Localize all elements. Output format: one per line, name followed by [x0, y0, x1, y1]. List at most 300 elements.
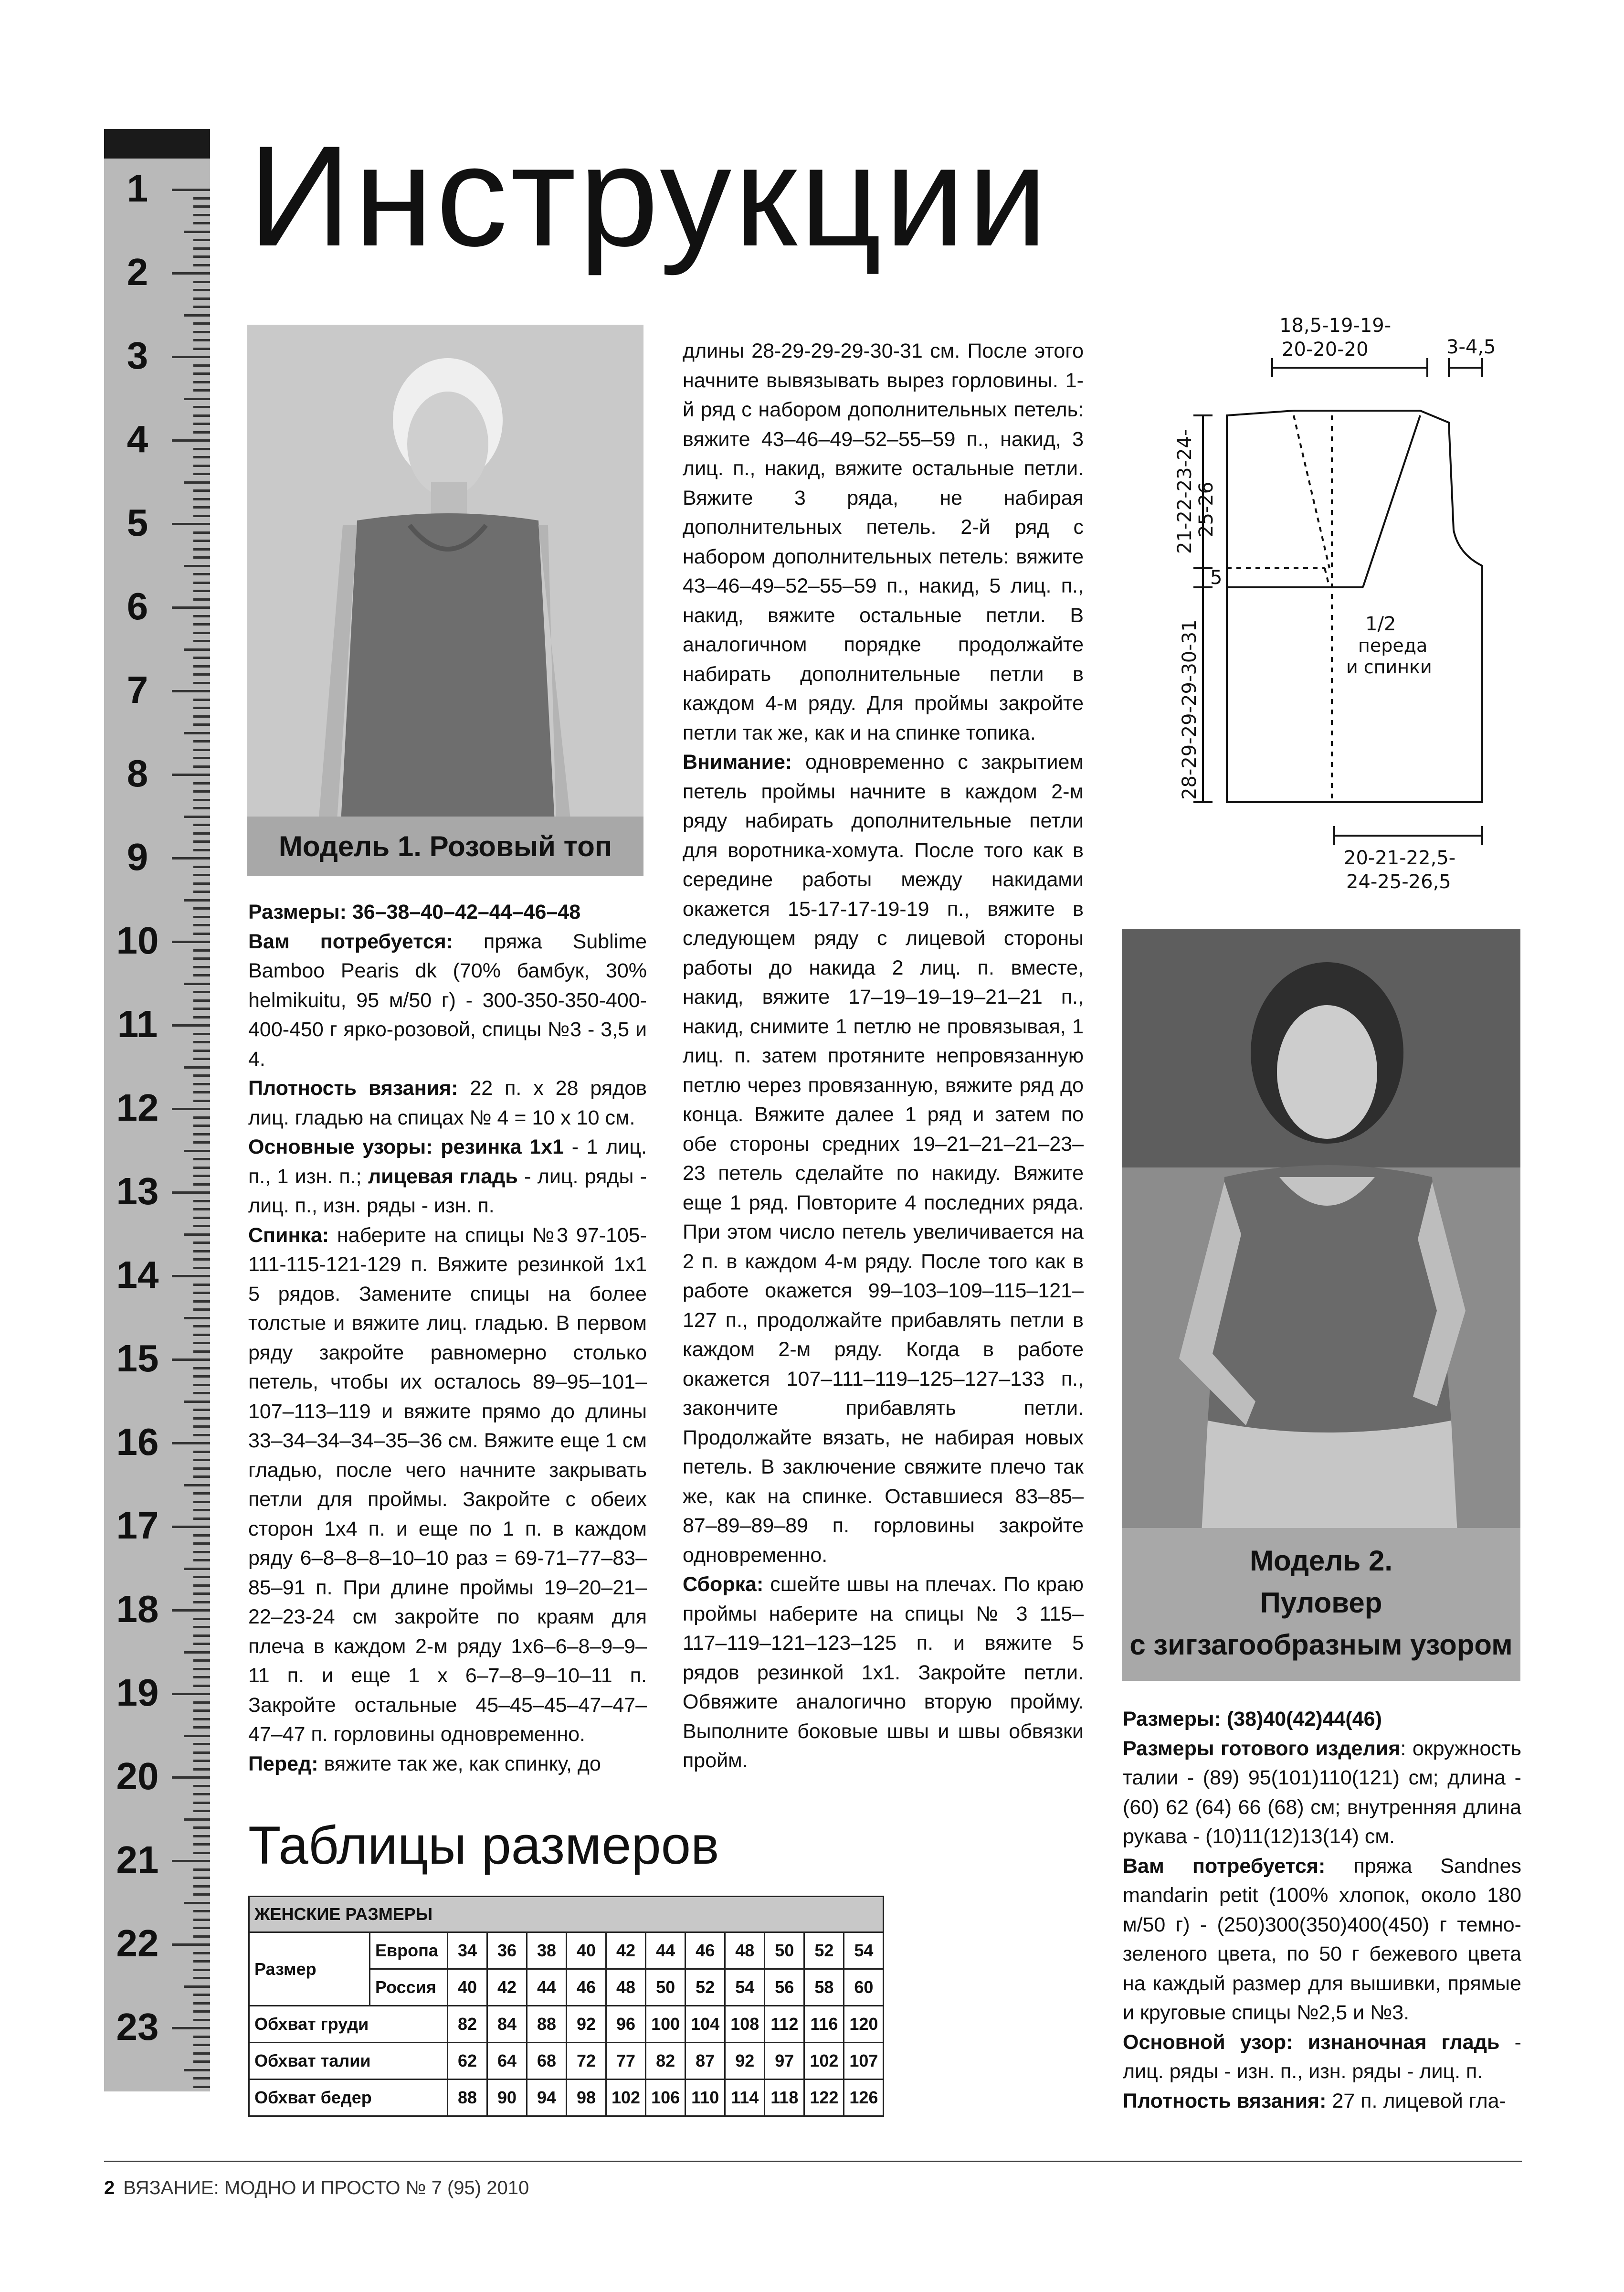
ruler-tick — [172, 1108, 210, 1110]
ruler-tick — [193, 2077, 210, 2080]
ruler-tick — [193, 531, 210, 534]
ruler-tick — [193, 289, 210, 291]
ruler-number: 13 — [116, 1170, 159, 1212]
ruler-tick — [193, 1141, 210, 1144]
ruler-tick — [193, 623, 210, 626]
model2-density-text: 27 п. лицевой гла- — [1326, 2089, 1506, 2112]
ruler-tick — [193, 1074, 210, 1077]
ruler-tick — [172, 439, 210, 442]
neckline-edge — [1363, 415, 1420, 587]
ruler-tick — [193, 874, 210, 876]
ruler-tick — [193, 2002, 210, 2005]
model2-caption — [1122, 1540, 1520, 1666]
ruler-tick — [184, 816, 210, 818]
ruler-tick — [193, 1551, 210, 1553]
ruler-tick — [193, 632, 210, 634]
ruler-tick — [193, 381, 210, 383]
column-3 — [1123, 1705, 1521, 2116]
patterns-text: - 1 лиц. п., 1 изн. п.; — [248, 1135, 647, 1188]
ruler-tick — [193, 1584, 210, 1587]
ruler-tick — [172, 1776, 210, 1779]
armhole-height-label-2: 25-26 — [1195, 481, 1217, 537]
ruler-tick — [193, 465, 210, 467]
ruler-tick — [193, 1592, 210, 1595]
column-1 — [248, 898, 647, 1779]
ruler-tick — [193, 615, 210, 617]
ruler-tick — [172, 1442, 210, 1444]
shoulder-label: 3-4,5 — [1446, 336, 1496, 358]
ruler-tick — [193, 1768, 210, 1771]
ruler-tick — [172, 941, 210, 943]
ruler-tick — [193, 1969, 210, 1971]
ruler-number: 10 — [116, 919, 159, 962]
ruler-tick — [172, 1275, 210, 1277]
ruler-number: 9 — [127, 836, 148, 878]
ruler-tick — [193, 1284, 210, 1286]
table-cell: 118 — [765, 2080, 804, 2116]
ruler-tick — [193, 790, 210, 793]
ruler-number: 4 — [127, 418, 148, 460]
ruler-tick — [193, 1050, 210, 1052]
ruler-tick — [193, 974, 210, 976]
ruler-tick — [193, 1785, 210, 1787]
ruler-tick — [172, 1024, 210, 1027]
ruler-tick — [193, 1743, 210, 1745]
ruler-tick — [193, 1501, 210, 1503]
ruler-tick — [193, 406, 210, 408]
ruler-tick — [193, 866, 210, 868]
ruler-tick — [193, 1334, 210, 1336]
ruler-tick — [193, 924, 210, 926]
ruler-tick — [193, 1893, 210, 1896]
ruler-tick — [184, 1317, 210, 1319]
ruler-tick — [172, 1526, 210, 1528]
ruler-tick — [193, 1810, 210, 1812]
ruler-tick — [193, 1208, 210, 1210]
ruler-tick — [184, 1233, 210, 1236]
neck-drop-label: 5 — [1210, 567, 1223, 589]
table-cell: 108 — [725, 2006, 765, 2043]
assembly-label: Сборка: — [683, 1573, 764, 1596]
ruler-tick — [193, 1459, 210, 1461]
ruler-tick — [193, 1392, 210, 1394]
table-cell: 96 — [606, 2006, 646, 2043]
ruler-tick — [193, 1868, 210, 1871]
sizes-label: Размеры: 36–38–40–42–44–46–48 — [248, 901, 581, 923]
ruler-tick — [193, 1016, 210, 1019]
ruler-tick — [193, 239, 210, 241]
ruler-number: 20 — [116, 1755, 159, 1797]
ruler-tick — [193, 1217, 210, 1219]
bottom-width-label: 20-21-22,5- — [1344, 847, 1456, 869]
ruler-number: 15 — [116, 1337, 159, 1379]
ruler-tick — [193, 431, 210, 434]
front-text: вяжите так же, как спинку, до — [318, 1752, 601, 1775]
ruler-tick — [184, 1818, 210, 1821]
knitting-schematic — [1165, 306, 1528, 902]
ruler-tick — [193, 2052, 210, 2055]
ruler-tick — [172, 857, 210, 860]
table-cell: 92 — [725, 2043, 765, 2080]
ruler-tick — [193, 1910, 210, 1912]
ruler-number: 3 — [127, 334, 148, 377]
model1-photo — [247, 325, 643, 876]
density-text: 22 п. x 28 рядов лиц. гладью на спицах № 4 = 10 x 10 см. — [248, 1077, 647, 1129]
ruler-tick — [172, 356, 210, 358]
ruler-tick — [193, 1643, 210, 1645]
ruler-tick — [193, 506, 210, 509]
ruler-tick — [193, 1618, 210, 1620]
ruler-tick — [184, 983, 210, 985]
table-cell: 52 — [804, 1932, 844, 1969]
ruler-tick — [193, 740, 210, 743]
table-cell: 114 — [725, 2080, 765, 2116]
ruler-tick — [193, 1451, 210, 1453]
table-cell: 56 — [765, 1969, 804, 2006]
ruler-tick — [193, 1325, 210, 1327]
back-label: Спинка: — [248, 1223, 329, 1247]
stockinette-label: лицевая гладь — [368, 1165, 518, 1188]
ruler-tick — [184, 1150, 210, 1152]
footer-rule — [104, 2161, 1522, 2162]
ruler-tick — [193, 540, 210, 542]
table-cell: 122 — [804, 2080, 844, 2116]
ruler-tick — [193, 1492, 210, 1495]
ruler-tick — [193, 1250, 210, 1252]
model2-density-label: Плотность вязания: — [1123, 2089, 1327, 2112]
table-cell: 102 — [804, 2043, 844, 2080]
table-row — [249, 1932, 884, 1969]
ruler-tick — [184, 2069, 210, 2071]
ruler-tick — [193, 2086, 210, 2088]
table-cell: Европа — [370, 1932, 448, 1969]
table-cell: 88 — [448, 2080, 487, 2116]
materials-text: пряжа Sublime Bamboo Pearis dk (70% бамбук, 30% helmikuitu, 95 м/50 г) - 300-350-350-400-400-450 г ярко-розовой, спицы №3 - 3,5 и 4. — [248, 930, 647, 1071]
ruler-tick — [193, 907, 210, 910]
ruler-tick — [184, 1066, 210, 1069]
ruler-tick — [193, 1133, 210, 1135]
table-cell: 97 — [765, 2043, 804, 2080]
ruler-number: 21 — [116, 1838, 159, 1881]
ruler-tick — [193, 322, 210, 325]
ruler-tick — [193, 1668, 210, 1670]
table-cell: 104 — [685, 2006, 725, 2043]
table-cell: 34 — [448, 1932, 487, 1969]
ruler-tick — [193, 1033, 210, 1035]
half-label-3: и спинки — [1346, 657, 1432, 678]
ruler-tick — [172, 1609, 210, 1612]
body-length-label: 28-29-29-29-30-31 — [1179, 619, 1201, 800]
table-cell: 94 — [527, 2080, 567, 2116]
ruler-tick — [172, 523, 210, 525]
ruler-tick — [193, 1626, 210, 1628]
ruler-tick — [193, 1517, 210, 1520]
ruler-tick — [193, 548, 210, 551]
table-cell: 107 — [844, 2043, 884, 2080]
ruler-tick — [193, 966, 210, 968]
ruler-tick — [172, 272, 210, 275]
top-width-label: 18,5-19-19- — [1279, 315, 1392, 337]
finished-sizes-label: Размеры готового изделия — [1123, 1737, 1401, 1760]
ruler-tick — [193, 1258, 210, 1261]
ruler-tick — [193, 2044, 210, 2046]
ruler-tick — [193, 749, 210, 751]
table-cell: 58 — [804, 1969, 844, 2006]
back-neck-line — [1294, 415, 1329, 568]
table-cell: 92 — [567, 2006, 606, 2043]
table-cell: 116 — [804, 2006, 844, 2043]
table-cell: Россия — [370, 1969, 448, 2006]
ruler-tick — [193, 1292, 210, 1294]
ruler-tick — [184, 314, 210, 317]
table-cell: 64 — [487, 2043, 527, 2080]
ruler-tick — [193, 1709, 210, 1712]
table-cell: 98 — [567, 2080, 606, 2116]
ruler-tick — [193, 1225, 210, 1227]
ruler-tick — [193, 306, 210, 308]
table-cell: 90 — [487, 2080, 527, 2116]
table-cell: 42 — [487, 1969, 527, 2006]
ruler-tick — [193, 1659, 210, 1662]
ruler-tick — [193, 723, 210, 726]
model2-photo — [1122, 929, 1520, 1681]
ruler-tick — [193, 1835, 210, 1837]
patterns-label: Основные узоры: резинка 1x1 — [248, 1135, 564, 1158]
table-cell: 48 — [725, 1932, 765, 1969]
model2-caption-line-1: Модель 2. — [1249, 1545, 1392, 1577]
ruler-tick — [193, 1417, 210, 1420]
ruler-tick — [193, 673, 210, 676]
ruler-tick — [193, 799, 210, 801]
ruler-tick — [184, 1484, 210, 1486]
ruler-cap — [104, 129, 210, 159]
table-row — [249, 2006, 884, 2043]
ruler-tick — [193, 1576, 210, 1578]
table-cell: 42 — [606, 1932, 646, 1969]
ruler-tick — [193, 1467, 210, 1470]
model2-materials-label: Вам потребуется: — [1123, 1854, 1326, 1878]
ruler-tick — [193, 473, 210, 475]
ruler-tick — [172, 1358, 210, 1361]
main-pattern-text: - лиц. ряды - изн. п., изн. ряды - лиц. п. — [1123, 2030, 1521, 2083]
ruler-tick — [193, 2036, 210, 2038]
ruler-tick — [193, 1308, 210, 1311]
ruler-tick — [172, 1943, 210, 1946]
ruler-tick — [193, 1935, 210, 1938]
footer — [104, 2177, 529, 2199]
half-label: 1/2 — [1365, 613, 1396, 635]
ruler-tick — [193, 2019, 210, 2021]
ruler-tick — [193, 824, 210, 826]
ruler-tick — [184, 565, 210, 567]
ruler-tick — [193, 757, 210, 759]
ruler-tick — [193, 1559, 210, 1561]
ruler-tick — [193, 205, 210, 208]
ruler-tick — [193, 339, 210, 341]
ruler-tick — [193, 657, 210, 659]
ruler-tick — [193, 1877, 210, 1879]
table-cell: 48 — [606, 1969, 646, 2006]
table-cell: 54 — [725, 1969, 765, 2006]
ruler-tick — [193, 1091, 210, 1093]
density-label: Плотность вязания: — [248, 1077, 458, 1100]
back-text: наберите на спицы №3 97-105-111-115-121-129 п. Вяжите резинкой 1x1 5 рядов. Замените спицы на более толстые и вяжите лиц. гладью. В первом ряду закройте равномерно столько петель, чтобы их осталось 89–95–101–107–113–119 и вяжите прямо до длины 33–34–34–34–35–36 см. Вяжите еще 1 см гладью, после чего начните закрывать петли для проймы. Закройте с обеих сторон 1x4 п. и еще по 1 п. в каждом ряду 6–8–8–8–10–10 раз = 69-71–77–83–85–91 п. При длине проймы 19–20–21–22–23-24 см закройте по краям для плеча в каждом 2-м ряду 1x6–6–8–9–9–11 п. и еще 1 x 6–7–8–9–10–11 п. Закройте остальные 45–45–45–47–47–47–47 п. горловины одновременно. — [248, 1223, 647, 1746]
ruler-tick — [193, 222, 210, 224]
ruler-number: 17 — [116, 1504, 159, 1547]
ruler-tick — [193, 1409, 210, 1411]
ruler-tick — [193, 1425, 210, 1428]
table-cell: Обхват талии — [249, 2043, 448, 2080]
ruler-tick — [172, 774, 210, 776]
ruler-tick — [172, 1693, 210, 1695]
ruler-number: 12 — [116, 1086, 159, 1129]
measuring-ruler — [104, 129, 210, 2091]
ruler-tick — [193, 1058, 210, 1060]
table-cell: 68 — [527, 2043, 567, 2080]
table-cell: 54 — [844, 1932, 884, 1969]
ruler-tick — [193, 423, 210, 425]
ruler-tick — [193, 573, 210, 575]
ruler-tick — [193, 1726, 210, 1729]
ruler-tick — [193, 699, 210, 701]
ruler-tick — [193, 247, 210, 250]
ruler-tick — [193, 1826, 210, 1829]
ruler-tick — [193, 1167, 210, 1169]
ruler-tick — [184, 1401, 210, 1403]
column-2 — [683, 337, 1084, 1776]
ruler-tick — [193, 348, 210, 350]
front-label: Перед: — [248, 1752, 318, 1775]
ruler-tick — [193, 1977, 210, 1979]
table-cell: 36 — [487, 1932, 527, 1969]
model1-caption: Модель 1. Розовый топ — [278, 830, 612, 862]
ruler-tick — [193, 1760, 210, 1762]
table-row — [249, 2043, 884, 2080]
ruler-tick — [184, 1568, 210, 1570]
table-cell: 126 — [844, 2080, 884, 2116]
ruler-tick — [172, 1191, 210, 1194]
table-cell: 50 — [765, 1932, 804, 1969]
ruler-tick — [193, 489, 210, 492]
ruler-number: 8 — [127, 752, 148, 795]
table-cell: 100 — [646, 2006, 685, 2043]
ruler-number: 1 — [127, 167, 148, 210]
ruler-tick — [193, 1852, 210, 1854]
size-table-title: Таблицы размеров — [248, 1815, 719, 1875]
ruler-number: 7 — [127, 668, 148, 711]
ruler-tick — [193, 1994, 210, 1996]
ruler-tick — [193, 782, 210, 785]
ruler-tick — [184, 481, 210, 484]
ruler-tick — [193, 1242, 210, 1244]
ruler-tick — [193, 372, 210, 375]
ruler-tick — [193, 999, 210, 1002]
ruler-tick — [184, 1735, 210, 1737]
ruler-tick — [193, 665, 210, 668]
ruler-tick — [193, 1375, 210, 1378]
model2-materials-text: пряжа Sandnes mandarin petit (100% хлопок, около 180 м/50 г) - (250)300(350)400(450) г темно-зеленого цвета, по 50 г бежевого цвета на каждый размер для вышивки, прямые и круговые спицы №2,5 и №3. — [1123, 1854, 1522, 2024]
model2-caption-line-3: с зигзагообразным узором — [1129, 1629, 1513, 1661]
model2-caption-line-2: Пуловер — [1260, 1587, 1382, 1619]
table-cell: 40 — [448, 1969, 487, 2006]
ruler-tick — [193, 297, 210, 300]
ruler-tick — [172, 606, 210, 609]
ruler-tick — [193, 414, 210, 417]
attention-label: Внимание: — [683, 751, 792, 774]
armhole-height-label: 21-22-23-24- — [1174, 429, 1196, 554]
half-label-2: переда — [1358, 635, 1428, 656]
ruler-tick — [193, 255, 210, 258]
ruler-tick — [193, 456, 210, 458]
ruler-tick — [193, 957, 210, 960]
ruler-tick — [193, 1509, 210, 1511]
ruler-tick — [193, 949, 210, 952]
table-cell: ЖЕНСКИЕ РАЗМЕРЫ — [249, 1897, 884, 1932]
ruler-tick — [184, 398, 210, 400]
ruler-tick — [193, 1041, 210, 1043]
ruler-tick — [193, 331, 210, 333]
stockinette-text: - лиц. ряды - лиц. п., изн. ряды - изн. п. — [248, 1165, 647, 1217]
ruler-tick — [193, 849, 210, 851]
ruler-tick — [184, 231, 210, 233]
ruler-tick — [193, 891, 210, 893]
table-header-row — [249, 1897, 884, 1932]
materials-label: Вам потребуется: — [248, 930, 453, 953]
ruler-tick — [193, 640, 210, 642]
ruler-tick — [193, 1927, 210, 1929]
ruler-tick — [193, 1534, 210, 1537]
ruler-tick — [193, 1802, 210, 1804]
ruler-tick — [193, 281, 210, 283]
ruler-tick — [193, 515, 210, 517]
ruler-tick — [193, 1919, 210, 1921]
table-cell: 82 — [448, 2006, 487, 2043]
table-cell: Размер — [249, 1932, 370, 2006]
table-cell: 102 — [606, 2080, 646, 2116]
page-title: Инструкции — [248, 116, 1051, 276]
magazine-name: ВЯЗАНИЕ: МОДНО И ПРОСТО № 7 (95) 2010 — [123, 2177, 529, 2198]
ruler-number: 2 — [127, 251, 148, 293]
ruler-number: 23 — [116, 2006, 159, 2048]
ruler-tick — [193, 840, 210, 843]
ruler-tick — [193, 598, 210, 601]
bottom-width-label-2: 24-25-26,5 — [1346, 871, 1451, 893]
ruler-number: 22 — [116, 1922, 159, 1964]
ruler-tick — [193, 264, 210, 266]
ruler-tick — [193, 1116, 210, 1119]
ruler-tick — [193, 1685, 210, 1687]
table-cell: 72 — [567, 2043, 606, 2080]
ruler-tick — [193, 1300, 210, 1303]
table-cell: 120 — [844, 2006, 884, 2043]
ruler-tick — [193, 1158, 210, 1160]
top-width-label-2: 20-20-20 — [1282, 339, 1369, 361]
table-cell: 112 — [765, 2006, 804, 2043]
ruler-tick — [184, 1985, 210, 1988]
ruler-tick — [193, 682, 210, 684]
main-pattern-label: Основной узор: изнаночная гладь — [1123, 2030, 1500, 2054]
ruler-tick — [193, 1701, 210, 1704]
ruler-tick — [184, 1651, 210, 1654]
ruler-tick — [193, 1125, 210, 1127]
table-cell: 88 — [527, 2006, 567, 2043]
size-table — [248, 1896, 884, 2117]
table-cell: 87 — [685, 2043, 725, 2080]
ruler-number: 19 — [116, 1671, 159, 1714]
ruler-tick — [193, 1676, 210, 1678]
ruler-tick — [193, 1843, 210, 1846]
ruler-tick — [193, 1718, 210, 1720]
